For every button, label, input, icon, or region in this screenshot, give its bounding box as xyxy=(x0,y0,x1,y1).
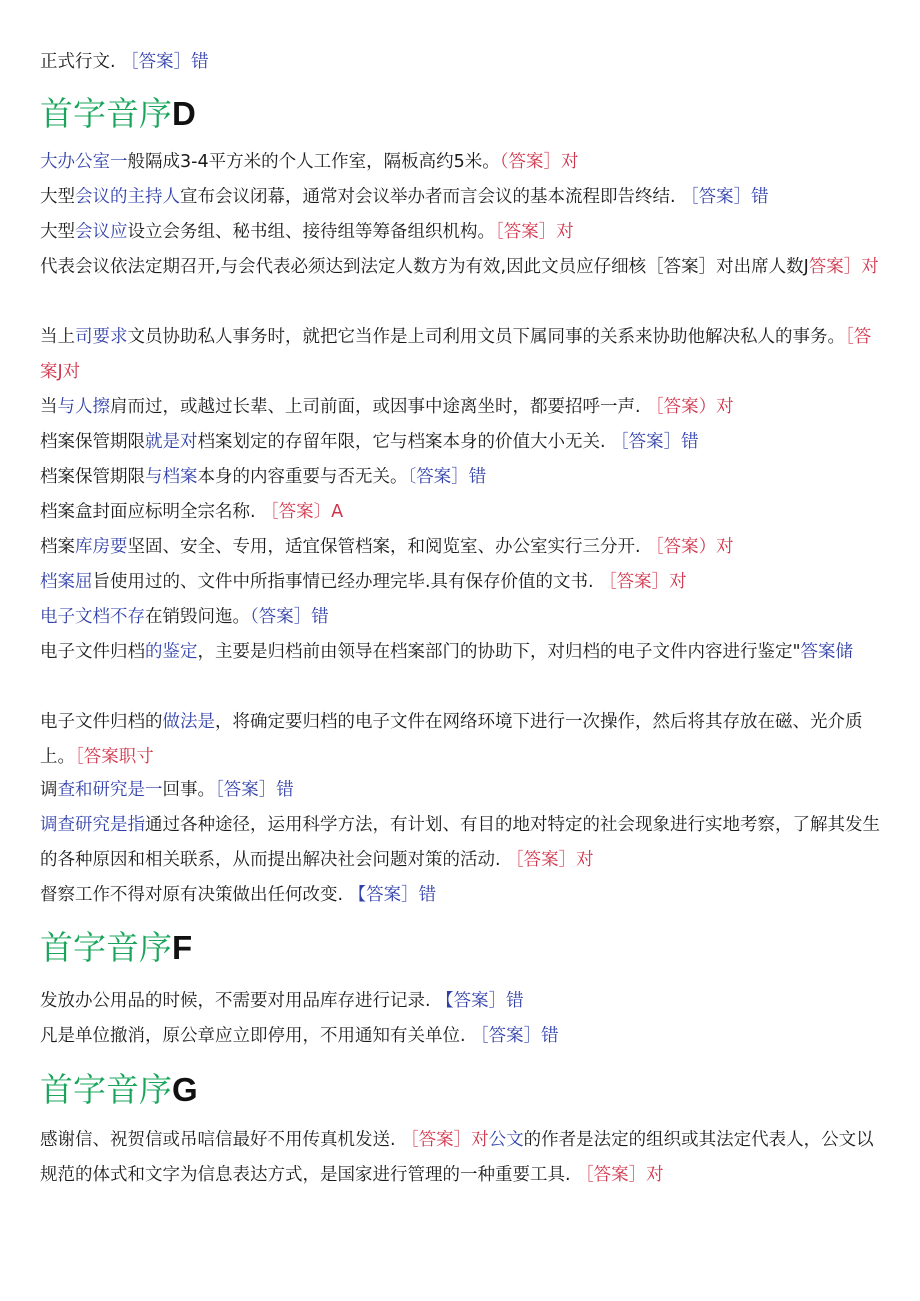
question-text: 发放办公用品的时候，不需要对用品库存进行记录. xyxy=(40,991,437,1011)
answer-label: 〔答案］错 xyxy=(407,467,487,487)
section-heading xyxy=(40,1070,882,1110)
question-text: 档案 xyxy=(40,537,75,557)
question-text: 大型 xyxy=(40,222,75,242)
question-item xyxy=(40,565,882,600)
question-item xyxy=(40,145,882,180)
highlighted-text: 调查研究是指 xyxy=(40,815,145,835)
answer-label: 【答案］错 xyxy=(348,885,437,905)
question-text: ，主要是归档前由领导在档案部门的协助下，对归档的电子文件内容进行鉴定" xyxy=(197,642,801,662)
highlighted-text: 与档案 xyxy=(145,467,198,487)
highlighted-text: 档案屈 xyxy=(40,572,93,592)
answer-label: 错 xyxy=(191,52,209,72)
highlighted-text: 的鉴定 xyxy=(145,642,198,662)
question-item xyxy=(40,320,882,390)
question-item xyxy=(40,250,882,285)
question-text: 感谢信、祝贺信或吊唁信最好不用传真机发送. xyxy=(40,1130,402,1150)
answer-label: ［答案）对 xyxy=(646,397,734,417)
answer-label: ［答案职寸 xyxy=(75,746,154,767)
question-item xyxy=(40,878,882,913)
question-item xyxy=(40,705,882,775)
answer-label: ［答案］错 xyxy=(471,1026,559,1046)
heading-text: 首字音序 xyxy=(40,94,172,133)
question-text: 旨使用过的、文件中所指事情已经办理完毕.具有保存价值的文书. xyxy=(92,572,600,592)
question-text: 档案盒封面应标明全宗名称. xyxy=(40,502,262,522)
question-text: 电子文件归档 xyxy=(40,642,145,662)
question-text: 档案保管期限 xyxy=(40,467,145,487)
highlighted-text: 做法是 xyxy=(162,712,215,732)
question-text: 调 xyxy=(40,780,58,800)
question-item xyxy=(40,390,882,425)
highlighted-text: 库房要 xyxy=(75,537,128,557)
question-text: 电子文件归档的 xyxy=(40,712,163,732)
highlighted-text: 与人擦 xyxy=(57,397,110,417)
question-text: 正式行文. xyxy=(40,52,122,72)
question-text: 在销毁问迤。 xyxy=(145,607,250,627)
question-item xyxy=(40,1123,882,1193)
question-text: 回事。 xyxy=(162,780,215,800)
answer-label: ［答案］对 xyxy=(599,572,687,592)
answer-label: 【答案］错 xyxy=(436,991,524,1011)
highlighted-text: 会议应 xyxy=(75,222,128,242)
heading-text: 首字音序 xyxy=(40,1070,172,1109)
answer-label: ［答案］对 xyxy=(576,1164,664,1185)
answer-label: （答案］对 xyxy=(499,152,579,172)
question-text: 的作者是法定的组织或其法定代表人，公文以规范的体式和文字为信息表达方式，是国家进行管理的一种重要工具. xyxy=(40,1130,874,1185)
question-item xyxy=(40,530,882,565)
answer-label: ［答案〕A xyxy=(261,502,344,522)
question-text: 当上 xyxy=(40,327,75,347)
question-item xyxy=(40,773,882,808)
question-text: 督察工作不得对原有决策做出任何改变. xyxy=(40,885,349,905)
answer-label: ［答案］对 xyxy=(401,1130,489,1150)
question-text: 本身的内容重要与否无关。 xyxy=(197,467,408,487)
highlighted-text: 司要求 xyxy=(75,327,128,347)
answer-label: （答案］错 xyxy=(250,607,329,627)
answer-label: ［答案］错 xyxy=(681,187,769,207)
question-item xyxy=(40,215,882,250)
question-text: 档案划定的存留年限，它与档案本身的价值大小无关. xyxy=(197,432,612,452)
question-item xyxy=(40,180,882,215)
heading-letter: G xyxy=(172,1071,198,1108)
question-item xyxy=(40,984,882,1019)
question-text: 大型 xyxy=(40,187,75,207)
question-text: 坚固、安全、专用，适宜保管档案，和阅览室、办公室实行三分开. xyxy=(127,537,647,557)
question-item xyxy=(40,495,882,530)
answer-label: ［答案］对 xyxy=(495,222,574,242)
heading-text: 首字音序 xyxy=(40,928,172,967)
highlighted-text: 公文 xyxy=(488,1130,524,1150)
answer-label: ［答案］错 xyxy=(611,432,699,452)
question-item xyxy=(40,600,882,635)
question-text: 宣布会议闭幕，通常对会议举办者而言会议的基本流程即告终结. xyxy=(180,187,682,207)
question-text: 通过各种途径，运用科学方法，有计划、有目的地对特定的社会现象进行实地考察，了解其发生的各种原因和相关联系，从而提出解决社会问题对策的活动. xyxy=(40,815,880,870)
heading-letter: D xyxy=(172,95,196,132)
section-heading xyxy=(40,928,882,968)
question-text: 文员协助私人事务时，就把它当作是上司利用文员下属同事的关系来协助他解决私人的事务。 xyxy=(127,327,845,347)
question-item xyxy=(40,635,882,670)
highlighted-text: 会议的主持人 xyxy=(75,187,180,207)
answer-label: 答案］对 xyxy=(808,257,879,277)
question-text: 肩而过，或越过长辈、上司前面，或因事中途离坐时，都要招呼一声. xyxy=(110,397,647,417)
question-text: 当 xyxy=(40,397,58,417)
question-text: 设立会务组、秘书组、接待组等筹备组织机构。 xyxy=(127,222,495,242)
question-item xyxy=(40,808,882,878)
question-text: 档案保管期限 xyxy=(40,432,145,452)
answer-label: 答案储 xyxy=(800,642,854,662)
answer-label: ［答案］对 xyxy=(506,849,594,870)
question-text: ，将确定要归档的电子文件在网络环境下进行一次操作，然后将其存放在磁、光介质上。 xyxy=(40,712,863,767)
question-text: 代表会议依法定期召开,与会代表必须达到法定人数方为有效,因此文员应仔细核［答案］对出席人数J xyxy=(40,257,809,277)
highlighted-text: 查和研究是一 xyxy=(57,780,163,800)
question-text: 般隔成3-4平方米的个人工作室，隔板高约5米。 xyxy=(127,152,500,172)
answer-label: ［答案J对 xyxy=(40,327,872,382)
question-text: 凡是单位撤消，原公章应立即停用，不用通知有关单位. xyxy=(40,1026,472,1046)
answer-label: ［答案］错 xyxy=(215,780,294,800)
highlighted-text: 大办公室一 xyxy=(40,152,128,172)
question-item xyxy=(40,45,882,80)
answer-label: ［答案］ xyxy=(121,52,192,72)
section-heading xyxy=(40,94,882,134)
answer-label: ［答案）对 xyxy=(646,537,734,557)
question-item xyxy=(40,1019,882,1054)
highlighted-text: 就是对 xyxy=(145,432,198,452)
question-item xyxy=(40,425,882,460)
highlighted-text: 电子文档不存 xyxy=(40,607,145,627)
question-item xyxy=(40,460,882,495)
heading-letter: F xyxy=(172,929,193,966)
